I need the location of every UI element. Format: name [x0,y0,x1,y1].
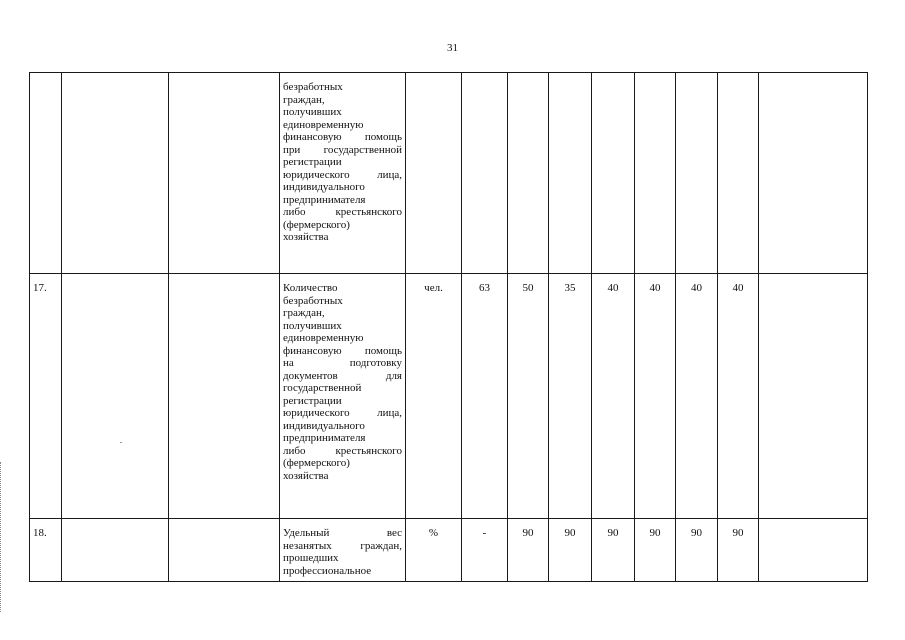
description-line: безработных [283,81,343,93]
description-line: (фермерского) [283,218,350,231]
description-line: индивидуального [283,419,365,432]
value-cell: 90 [592,519,635,582]
description-line: единовременную [283,118,364,131]
description-line: Количество [283,282,338,294]
description-line: хозяйства [283,231,329,243]
value-cell: 50 [508,274,549,519]
description-line: юридического лица, [283,407,402,419]
description-line: предпринимателя [283,193,366,206]
description-line: на подготовку [283,357,402,369]
description-line: при государственной [283,143,402,156]
empty-cell [169,73,280,274]
row-number-cell: 17. [30,274,62,519]
value-cell: 90 [718,519,759,582]
value-cell: 90 [635,519,676,582]
description-line: хозяйства [283,469,329,482]
page-number: 31 [447,42,458,54]
description-line: получивших [283,319,342,332]
description-line: государственной [283,382,362,394]
value-cell [759,274,868,519]
description-line: регистрации [283,394,342,407]
description-line: граждан, [283,93,325,106]
empty-cell [169,519,280,582]
value-cell: 63 [462,274,508,519]
value-cell [676,73,718,274]
indicator-description-cell [280,274,406,519]
empty-cell [62,519,169,582]
description-line: либо крестьянского [283,206,402,218]
row-number-cell: 18. [30,519,62,582]
value-cell [759,73,868,274]
unit-cell: чел. [406,274,462,519]
description-line: единовременную [283,332,364,344]
value-cell [635,73,676,274]
value-cell: 90 [508,519,549,582]
indicator-description-cell [280,519,406,582]
value-cell [718,73,759,274]
description-line: профессиональное [283,564,372,577]
description-line: предпринимателя [283,432,366,444]
table-row [30,274,868,519]
unit-cell: % [406,519,462,582]
description-line: финансовую помощь [283,131,402,143]
value-cell: 40 [592,274,635,519]
value-cell: - [462,519,508,582]
value-cell: 40 [676,274,718,519]
description-line: незанятых граждан, [283,539,402,552]
value-cell [592,73,635,274]
value-cell [508,73,549,274]
description-line: регистрации [283,156,342,168]
description-line: прошедших [283,552,339,564]
value-cell: 40 [635,274,676,519]
value-cell: 90 [549,519,592,582]
table-row [30,519,868,582]
description-line: безработных [283,294,343,307]
empty-cell [169,274,280,519]
indicator-description-cell [280,73,406,274]
value-cell [462,73,508,274]
description-line: юридического лица, [283,168,402,181]
value-cell: 35 [549,274,592,519]
empty-cell [62,73,169,274]
value-cell: 40 [718,274,759,519]
description-line: Удельный вес [283,527,402,539]
description-line: документов для [283,369,402,382]
description-line: граждан, [283,307,325,319]
description-line: (фермерского) [283,457,350,469]
scan-edge-mark [0,462,3,612]
unit-cell [406,73,462,274]
indicators-table [29,72,868,582]
description-line: финансовую помощь [283,344,402,357]
table-row [30,73,868,274]
value-cell [759,519,868,582]
empty-cell [62,274,169,519]
description-line: индивидуального [283,181,365,193]
description-line: либо крестьянского [283,444,402,457]
value-cell: 90 [676,519,718,582]
row-number-cell [30,73,62,274]
value-cell [549,73,592,274]
description-line: получивших [283,106,342,118]
